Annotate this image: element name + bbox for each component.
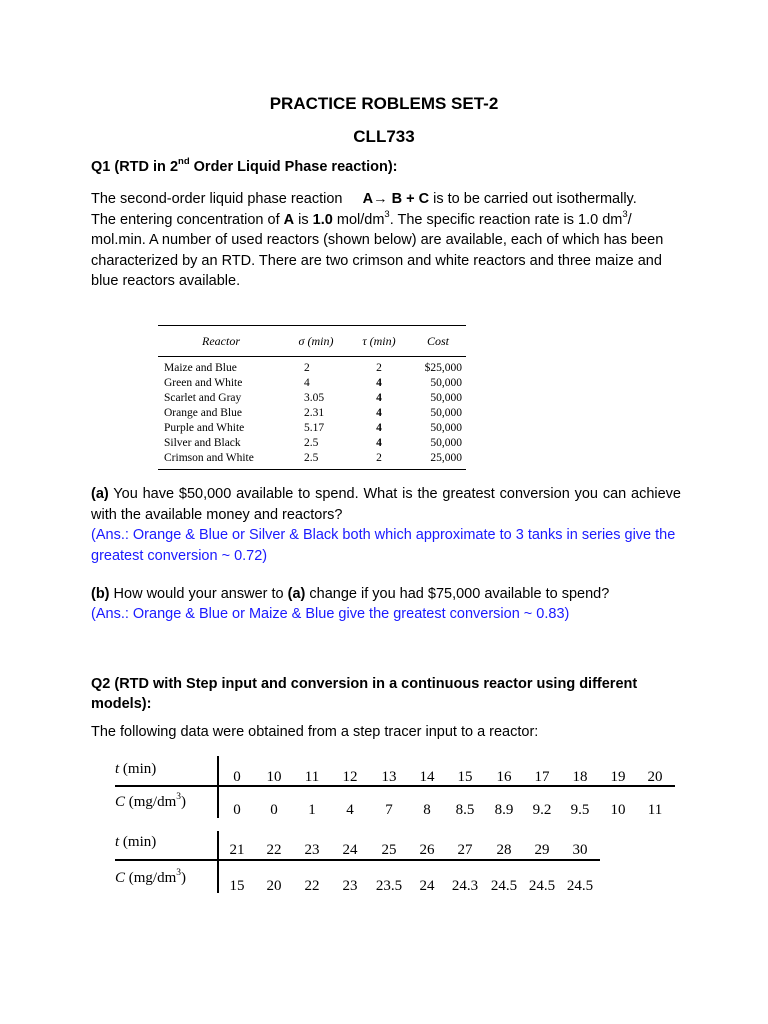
time-value: 26 <box>419 842 435 858</box>
table-rule <box>115 859 600 861</box>
table-row <box>158 376 466 391</box>
cost-value: 50,000 <box>430 422 462 434</box>
tau-value: 2 <box>348 451 410 470</box>
table-row <box>158 421 466 436</box>
tau-value: 2 <box>376 362 382 374</box>
tracer-table-2 <box>115 825 600 895</box>
time-value: 24 <box>342 842 358 858</box>
concentration-value: 8.5 <box>455 802 475 818</box>
sigma-value: 2 <box>304 362 310 374</box>
time-value: 28 <box>496 842 512 858</box>
q1-problem-text: The second-order liquid phase reaction A→ B + C is to be carried out isothermally. The entering concentration of A is 1.0 mol/$dm^3$. The specific reaction rate is 1.0 $dm^3/$ mol.min. A number of used reactors (shown below) are available, each of which has been characterized by an RTD. There are two crimson and white reactors and three maize and blue reactors available. <box>91 191 664 289</box>
concentration-value: 9.5 <box>570 802 590 818</box>
time-value: 21 <box>229 842 245 858</box>
cost-value: $25,000 <box>424 362 462 374</box>
time-value: 23 <box>304 842 320 858</box>
concentration-value: 20 <box>266 878 282 894</box>
q1-part-a-answer: (Ans.: Orange & Blue or Silver & Black both which approximate to 3 tanks in series give the greatest conversion ~ 0.72) <box>91 527 676 564</box>
table-row <box>158 391 466 406</box>
t-label: t (min) <box>115 760 157 777</box>
reactor-name: Maize and Blue <box>164 362 237 374</box>
sigma-value: 2.5 <box>284 451 348 470</box>
reaction-equation: A→ B + C <box>362 191 430 207</box>
concentration-value: 8.9 <box>494 802 514 818</box>
concentration-value: 11 <box>647 802 663 818</box>
tracer-table-1 <box>115 752 675 822</box>
time-value: 18 <box>572 769 588 785</box>
t-label: t (min) <box>115 833 157 850</box>
reactor-name: Scarlet and Gray <box>164 392 242 404</box>
table-divider <box>217 831 219 893</box>
col-header-tau: τ (min) <box>348 326 410 357</box>
sigma-value: 2.31 <box>304 407 325 419</box>
reactor-name: Orange and Blue <box>164 407 242 419</box>
concentration-value: 24.5 <box>490 878 518 894</box>
concentration-value: 22 <box>304 878 320 894</box>
reactor-table <box>158 325 466 470</box>
time-value: 30 <box>572 842 588 858</box>
col-header-cost: Cost <box>410 326 466 357</box>
sigma-value: 5.17 <box>304 422 325 434</box>
concentration-value: 4 <box>346 802 354 818</box>
concentration-value: 10 <box>610 802 626 818</box>
table-row <box>158 436 466 451</box>
concentration-value: 7 <box>385 802 393 818</box>
time-value: 20 <box>647 769 663 785</box>
time-value: 10 <box>266 769 282 785</box>
sigma-value: 4 <box>304 377 310 389</box>
concentration-value: 23 <box>342 878 358 894</box>
time-value: 0 <box>233 769 241 785</box>
cost-value: 50,000 <box>430 407 462 419</box>
tau-value: 4 <box>376 377 382 389</box>
table-divider <box>217 756 219 818</box>
concentration-value: 9.2 <box>532 802 552 818</box>
concentration-value: 24.5 <box>566 878 594 894</box>
time-value: 15 <box>457 769 473 785</box>
sigma-value: 2.5 <box>304 437 319 449</box>
concentration-value: 0 <box>233 802 241 818</box>
table-row <box>158 406 466 421</box>
concentration-value: 24 <box>419 878 435 894</box>
concentration-value: 23.5 <box>375 878 403 894</box>
sigma-value: 3.05 <box>304 392 325 404</box>
time-value: 16 <box>496 769 512 785</box>
concentration-value: 0 <box>270 802 278 818</box>
time-value: 19 <box>610 769 626 785</box>
tau-value: 4 <box>376 407 382 419</box>
time-value: 14 <box>419 769 435 785</box>
reactor-name: Purple and White <box>164 422 245 434</box>
concentration-value: 24.5 <box>528 878 556 894</box>
q2-intro: The following data were obtained from a step tracer input to a reactor: <box>91 724 539 740</box>
concentration-value: 1 <box>308 802 316 818</box>
cost-value: 25,000 <box>410 451 466 470</box>
course-code: CLL733 <box>353 127 415 146</box>
c-label: C $(mg/dm^3)$ <box>115 867 187 886</box>
concentration-value: 24.3 <box>451 878 479 894</box>
time-value: 22 <box>266 842 282 858</box>
time-value: 25 <box>381 842 397 858</box>
table-rule <box>115 785 675 787</box>
time-value: 11 <box>304 769 320 785</box>
cost-value: 50,000 <box>430 377 462 389</box>
reactor-name: Green and White <box>164 377 243 389</box>
tau-value: 4 <box>376 392 382 404</box>
table-row <box>158 357 466 377</box>
time-value: 13 <box>381 769 397 785</box>
time-value: 29 <box>534 842 550 858</box>
q2-heading: Q2 (RTD with Step input and conversion in a continuous reactor using different models): <box>91 676 638 712</box>
time-value: 27 <box>457 842 473 858</box>
reactor-name: Crimson and White <box>158 451 284 470</box>
tau-value: 4 <box>376 437 382 449</box>
q1-heading: Q1 (RTD in 2nd Order Liquid Phase reaction): <box>91 156 398 175</box>
q1-part-b-answer: (Ans.: Orange & Blue or Maize & Blue give the greatest conversion ~ 0.83) <box>91 606 570 622</box>
cost-value: 50,000 <box>430 392 462 404</box>
col-header-sigma: σ (min) <box>284 326 348 357</box>
q1-part-b: (b) How would your answer to (a) change if you had $75,000 available to spend? <box>91 586 610 602</box>
table-row <box>158 451 466 470</box>
time-value: 17 <box>534 769 550 785</box>
tau-value: 4 <box>376 422 382 434</box>
time-value: 12 <box>342 769 358 785</box>
reactor-name: Silver and Black <box>164 437 241 449</box>
concentration-value: 15 <box>229 878 245 894</box>
cost-value: 50,000 <box>430 437 462 449</box>
c-label: C $(mg/dm^3)$ <box>115 791 187 810</box>
concentration-value: 8 <box>423 802 431 818</box>
q1-part-a: (a) You have $50,000 available to spend. What is the greatest conversion you can achieve with the available money and reactors? <box>91 486 681 523</box>
document-title: PRACTICE ROBLEMS SET-2 <box>269 94 499 113</box>
col-header-reactor: Reactor <box>158 326 284 357</box>
